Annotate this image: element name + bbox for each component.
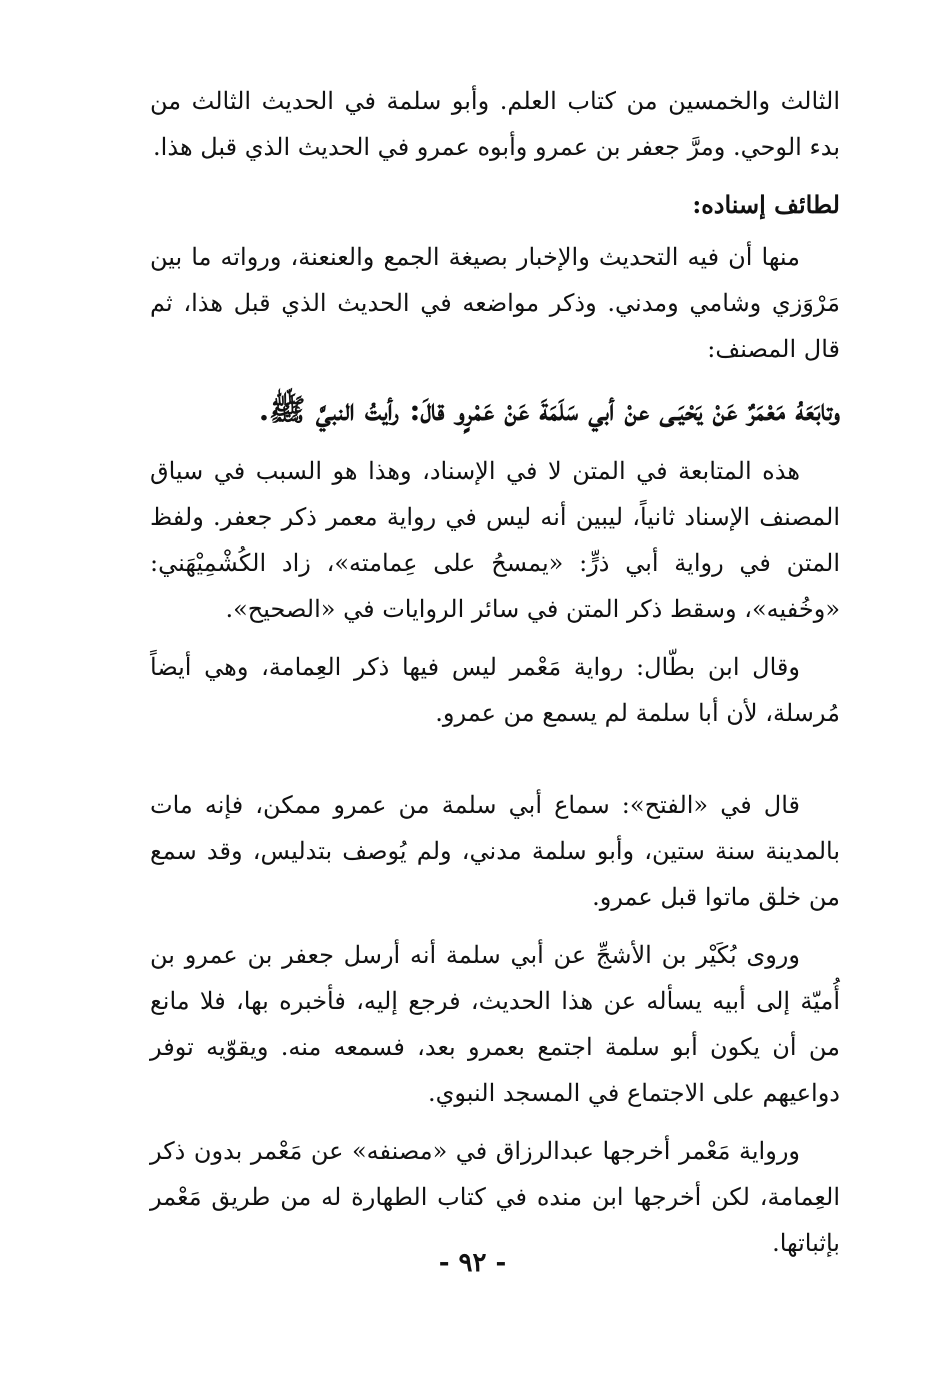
paragraph-2: منها أن فيه التحديث والإخبار بصيغة الجمع والعنعنة، ورواته ما بين مَرْوَزي وشامي ومدني. وذكر مواضعه في الحديث الذي قبل هذا، ثم قال المصنف:	[150, 243, 840, 363]
paragraph-4: وقال ابن بطّال: رواية مَعْمر ليس فيها ذكر العِمامة، وهي أيضاً مُرسلة، لأن أبا سلمة لم يسمع من عمرو.	[150, 653, 840, 727]
page-number: - ٩٢ -	[438, 1248, 507, 1278]
page-body	[150, 78, 840, 1278]
section-heading: لطائف إسناده:	[692, 190, 840, 219]
hadith-quote: وتابَعَهُ مَعْمَرٌ عَنْ يَحْيَـى عنْ أبي سَلَمَةَ عَنْ عَمْرٍو قالَ: رأيتُ النبيَّ ﷺ.	[258, 393, 840, 428]
paragraph-7: ورواية مَعْمر أخرجها عبدالرزاق في «مصنفه» عن مَعْمر بدون ذكر العِمامة، لكن أخرجها ابن منده في كتاب الطهارة له من طريق مَعْمر بإثباتها.	[150, 1137, 840, 1257]
paragraph-1: الثالث والخمسين من كتاب العلم. وأبو سلمة في الحديث الثالث من بدء الوحي. ومرَّ جعفر بن عمرو وأبوه عمرو في الحديث الذي قبل هذا.	[150, 87, 840, 161]
paragraph-gap	[150, 748, 840, 782]
paragraph-5: قال في «الفتح»: سماع أبي سلمة من عمرو ممكن، فإنه مات بالمدينة سنة ستين، وأبو سلمة مدني، ولم يُوصف بتدليس، وقد سمع من خلق ماتوا قبل عمرو.	[150, 791, 840, 911]
paragraph-6: وروى بُكَيْر بن الأشجِّ عن أبي سلمة أنه أرسل جعفر بن عمرو بن أُميّة إلى أبيه يسأله عن هذا الحديث، فرجع إليه، فأخبره بها، فلا مانع من أن يكون أبو سلمة اجتمع بعمرو بعد، فسمعه منه. ويقوّيه توفر دواعيهم على الاجتماع في المسجد النبوي.	[150, 941, 840, 1107]
paragraph-3: هذه المتابعة في المتن لا في الإسناد، وهذا هو السبب في سياق المصنف الإسناد ثانياً، ليبين أنه ليس في رواية معمر ذكر جعفر. ولفظ المتن في رواية أبي ذرٍّ: «يمسحُ على عِمامته»، زاد الكُشْمِيْهَني: «وخُفيه»، وسقط ذكر المتن في سائر الروايات في «الصحيح».	[150, 457, 840, 623]
